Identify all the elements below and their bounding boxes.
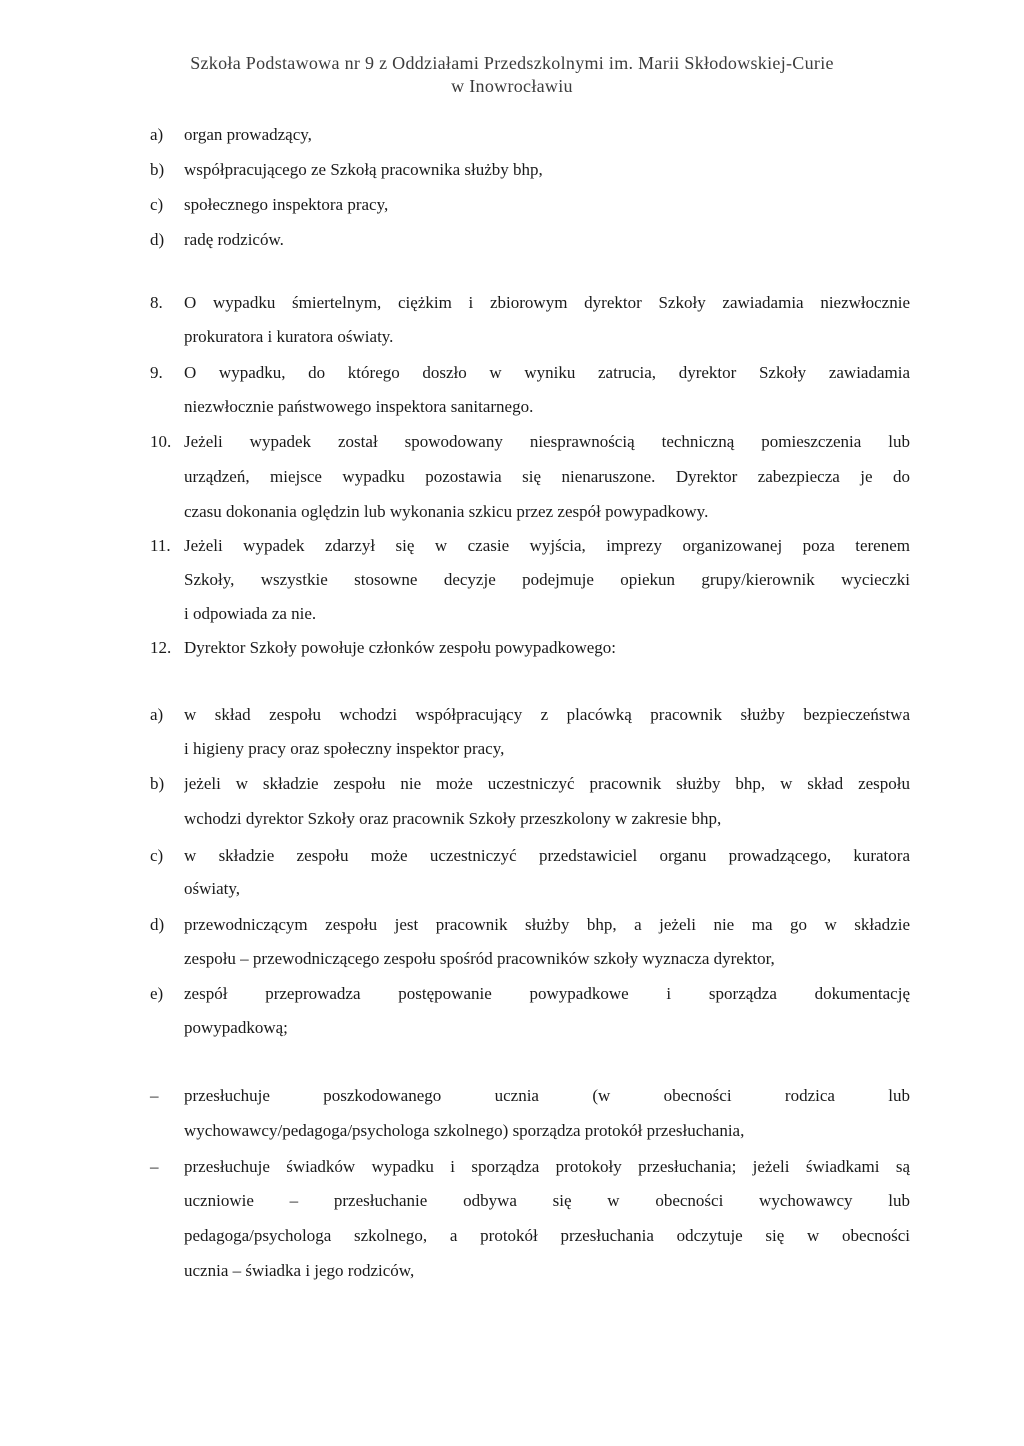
list-marker: a) [150, 705, 164, 724]
dash-marker: – [150, 1086, 159, 1105]
list-marker: d) [150, 230, 165, 249]
dash-item-line: wychowawcy/pedagoga/psychologa szkolnego) sporządza protokół przesłuchania, [184, 1121, 745, 1140]
list-item-line: w skład zespołu wchodzi współpracujący z placówką pracownik służby bezpieczeństwa [184, 705, 910, 724]
list-item-line: zespół przeprowadza postępowanie powypadkowe i sporządza dokumentację [184, 984, 910, 1003]
paragraph-line: O wypadku, do którego doszło w wyniku zatrucia, dyrektor Szkoły zawiadamia [184, 363, 910, 382]
list-item-line: przewodniczącym zespołu jest pracownik służby bhp, a jeżeli nie ma go w składzie [184, 915, 910, 934]
paragraph-number: 9. [150, 363, 163, 382]
paragraph-line: niezwłocznie państwowego inspektora sanitarnego. [184, 397, 534, 416]
list-marker: a) [150, 125, 164, 144]
dash-item-line: ucznia – świadka i jego rodziców, [184, 1261, 415, 1280]
list-marker: c) [150, 195, 164, 214]
page-header [0, 52, 1024, 98]
header-city: w Inowrocławiu [451, 76, 573, 96]
dash-item-line: uczniowie – przesłuchanie odbywa się w obecności wychowawcy lub [184, 1191, 910, 1210]
dash-item-line: przesłuchuje świadków wypadku i sporządza protokoły przesłuchania; jeżeli świadkami są [184, 1157, 910, 1176]
paragraph-line: prokuratora i kuratora oświaty. [184, 327, 394, 346]
list-marker: c) [150, 846, 164, 865]
list-item-line: oświaty, [184, 879, 241, 898]
paragraph-line: urządzeń, miejsce wypadku pozostawia się nienaruszone. Dyrektor zabezpiecza je do [184, 467, 910, 486]
dash-item-line: pedagoga/psychologa szkolnego, a protokół przesłuchania odczytuje się w obecności [184, 1226, 910, 1245]
list-item: organ prowadzący, [184, 125, 312, 144]
dash-item-line: przesłuchuje poszkodowanego ucznia (w obecności rodzica lub [184, 1086, 910, 1105]
header-school-name: Szkoła Podstawowa nr 9 z Oddziałami Przedszkolnymi im. Marii Skłodowskiej-Curie [190, 53, 834, 73]
dash-marker: – [150, 1157, 159, 1176]
list-item-line: wchodzi dyrektor Szkoły oraz pracownik Szkoły przeszkolony w zakresie bhp, [184, 809, 722, 828]
list-item-line: powypadkową; [184, 1018, 288, 1037]
list-marker: b) [150, 160, 165, 179]
paragraph-line: Szkoły, wszystkie stosowne decyzje podejmuje opiekun grupy/kierownik wycieczki [184, 570, 910, 589]
list-item: radę rodziców. [184, 230, 284, 249]
list-item-line: i higieny pracy oraz społeczny inspektor pracy, [184, 739, 505, 758]
list-item-line: w składzie zespołu może uczestniczyć przedstawiciel organu prowadzącego, kuratora [184, 846, 910, 865]
paragraph-line: Dyrektor Szkoły powołuje członków zespołu powypadkowego: [184, 638, 616, 657]
list-marker: d) [150, 915, 165, 934]
paragraph-number: 10. [150, 432, 172, 451]
paragraph-line: O wypadku śmiertelnym, ciężkim i zbiorowym dyrektor Szkoły zawiadamia niezwłocznie [184, 293, 910, 312]
paragraph-number: 8. [150, 293, 163, 312]
list-item: współpracującego ze Szkołą pracownika służby bhp, [184, 160, 543, 179]
paragraph-number: 11. [150, 536, 171, 555]
list-item-line: zespołu – przewodniczącego zespołu spośród pracowników szkoły wyznacza dyrektor, [184, 949, 775, 968]
paragraph-number: 12. [150, 638, 172, 657]
list-item: społecznego inspektora pracy, [184, 195, 389, 214]
paragraph-line: Jeżeli wypadek zdarzył się w czasie wyjścia, imprezy organizowanej poza terenem [184, 536, 910, 555]
paragraph-line: i odpowiada za nie. [184, 604, 317, 623]
list-marker: e) [150, 984, 164, 1003]
list-item-line: jeżeli w składzie zespołu nie może uczestniczyć pracownik służby bhp, w skład zespołu [184, 774, 910, 793]
paragraph-line: czasu dokonania oględzin lub wykonania szkicu przez zespół powypadkowy. [184, 502, 709, 521]
list-marker: b) [150, 774, 165, 793]
paragraph-line: Jeżeli wypadek został spowodowany niesprawnością techniczną pomieszczenia lub [184, 432, 910, 451]
